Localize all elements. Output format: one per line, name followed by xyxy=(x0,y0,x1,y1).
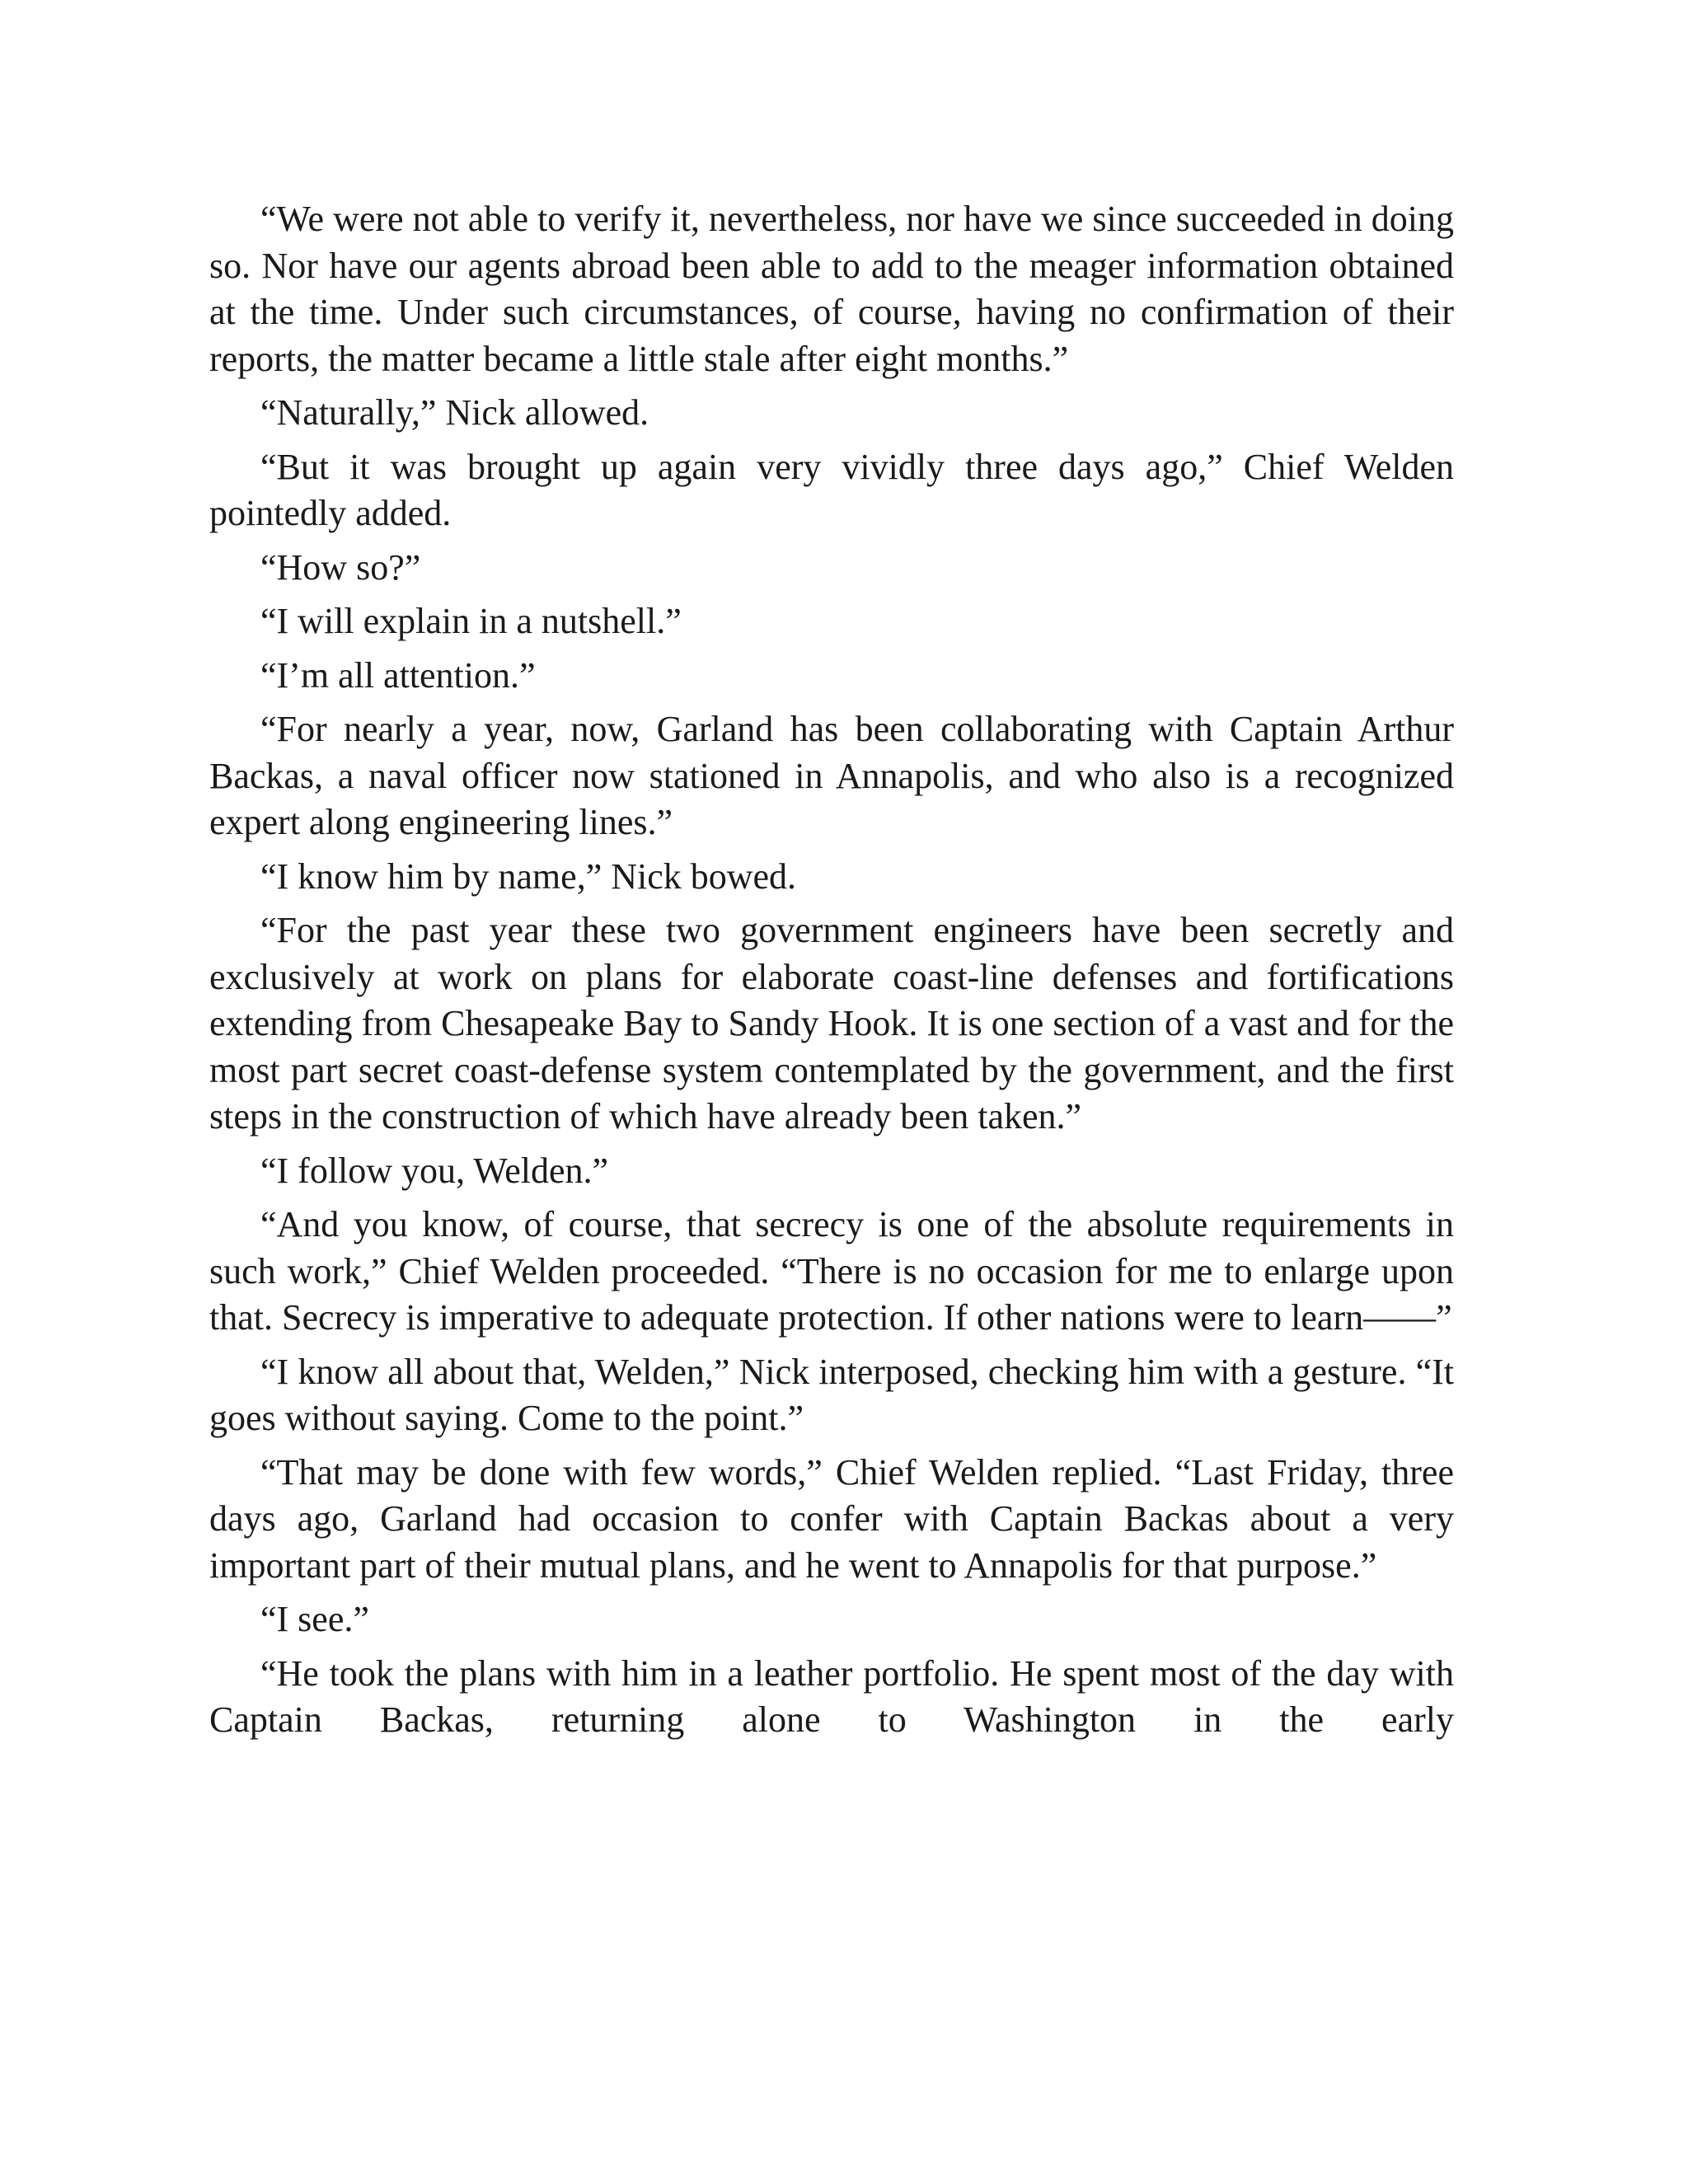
paragraph-8: “I know him by name,” Nick bowed. xyxy=(260,855,797,897)
paragraph-6: “I’m all attention.” xyxy=(260,654,536,696)
paragraph-9: “For the past year these two government engineers have been secretly and exclusively at work on plans for elaborate coast-line defenses and fortifications extending from Chesapeake Bay to Sandy Hook. It is one section of a vast and for the most part secret coast-defense system contemplated by the government, and the first steps in the construction of which have already been taken.” xyxy=(209,910,1454,1137)
paragraph-15: “He took the plans with him in a leather portfolio. He spent most of the day with Captain Backas, returning alone to Washington in the early xyxy=(209,1652,1454,1740)
paragraph-14: “I see.” xyxy=(260,1599,369,1639)
paragraph-2: “Naturally,” Nick allowed. xyxy=(260,392,649,433)
paragraph-3: “But it was brought up again very vividly three days ago,” Chief Welden pointedly added. xyxy=(209,446,1454,533)
paragraph-4: “How so?” xyxy=(260,546,421,588)
paragraph-10: “I follow you, Welden.” xyxy=(260,1150,609,1191)
page-body-text xyxy=(209,196,1454,1751)
paragraph-12: “I know all about that, Welden,” Nick interposed, checking him with a gesture. “It goes without saying. Come to the point.” xyxy=(209,1351,1454,1438)
paragraph-13: “That may be done with few words,” Chief Welden replied. “Last Friday, three days ago, Garland had occasion to confer with Captain Backas about a very important part of their mutual plans, and he went to Annapolis for that purpose.” xyxy=(209,1451,1454,1586)
paragraph-11: “And you know, of course, that secrecy is one of the absolute requirements in such work,” Chief Welden proceeded. “There is no occasion for me to enlarge upon that. Secrecy is imperative to adequate protection. If other nations were to learn——” xyxy=(209,1204,1454,1338)
paragraph-5: “I will explain in a nutshell.” xyxy=(260,601,682,641)
paragraph-7: “For nearly a year, now, Garland has been collaborating with Captain Arthur Backas, a naval officer now stationed in Annapolis, and who also is a recognized expert along engineering lines.” xyxy=(209,709,1454,842)
paragraph-1: “We were not able to verify it, nevertheless, nor have we since succeeded in doing so. Nor have our agents abroad been able to add to the meager information obtained at the time. Under such circumstances, of course, having no confirmation of their reports, the matter became a little stale after eight months.” xyxy=(209,199,1454,379)
